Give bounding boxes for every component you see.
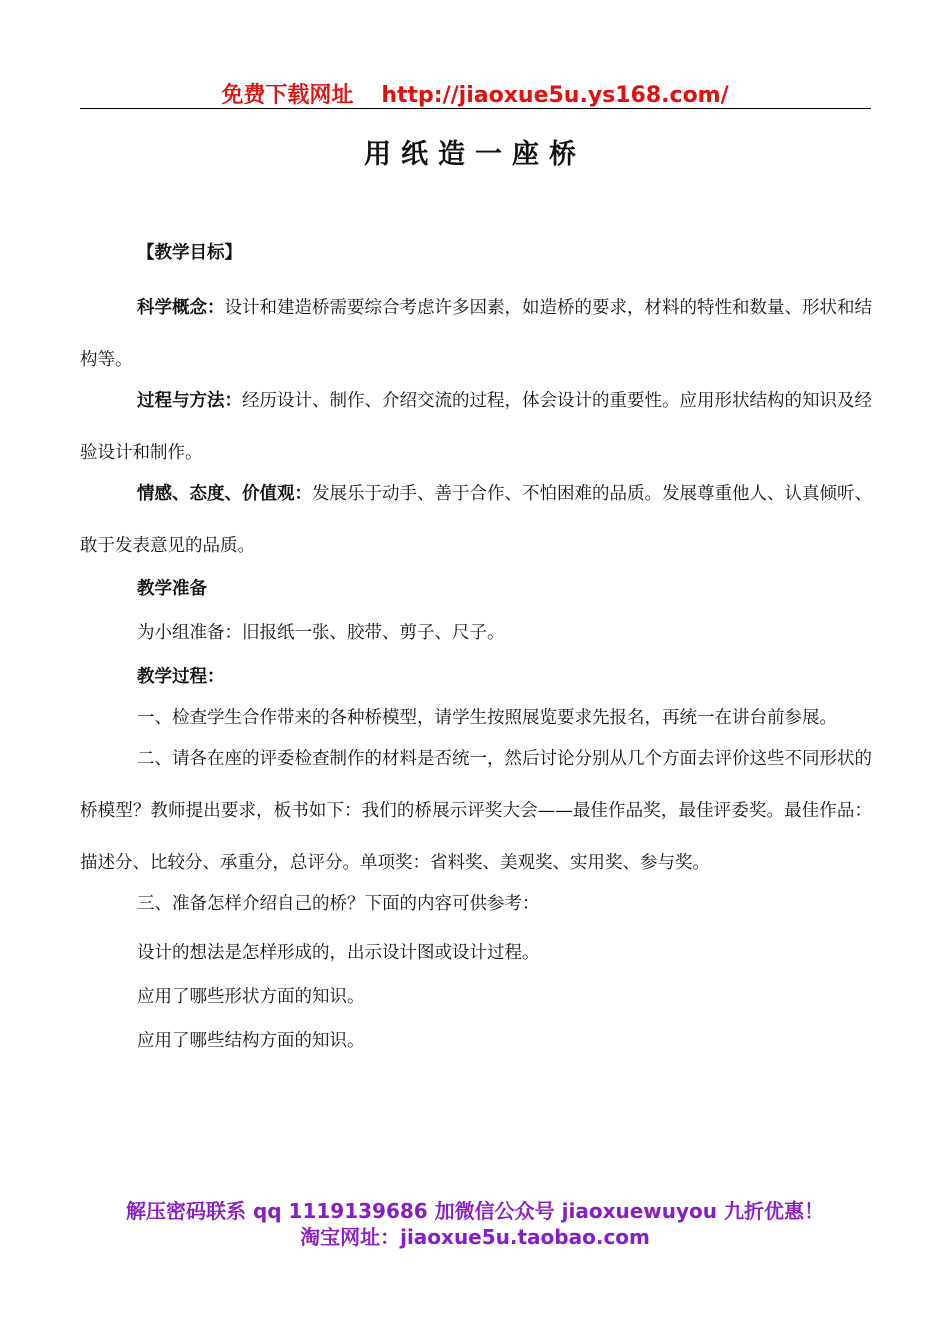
process-text: 经历设计、制作、介绍交流的过程，体会设计的重要性。应用形状结构的知识及经验设计和制作。 [80, 391, 872, 463]
science-label: 科学概念： [137, 298, 225, 318]
step-3-item-2: 应用了哪些形状方面的知识。 [137, 987, 365, 1007]
step-3-item-3: 应用了哪些结构方面的知识。 [137, 1031, 365, 1051]
header-divider [80, 108, 871, 109]
footer-shop-link[interactable]: 淘宝网址：jiaoxue5u.taobao.com [300, 1225, 650, 1249]
science-concept-paragraph [80, 282, 872, 386]
process-label: 过程与方法： [137, 391, 242, 411]
step-3: 三、准备怎样介绍自己的桥？下面的内容可供参考： [137, 894, 540, 914]
footer-contact-line: 解压密码联系 qq 1119139686 加微信公众号 jiaoxuewuyou 九折优惠！ [126, 1199, 824, 1223]
emotion-text: 发展乐于动手、善于合作、不怕困难的品质。发展尊重他人、认真倾听、敢于发表意见的品质。 [80, 484, 872, 556]
header-url-link[interactable]: http://jiaoxue5u.ys168.com/ [381, 83, 729, 108]
step-2: 二、请各在座的评委检查制作的材料是否统一，然后讨论分别从几个方面去评价这些不同形状的桥模型？教师提出要求，板书如下：我们的桥展示评奖大会——最佳作品奖，最佳评委奖。最佳作品：描述分、比较分、承重分，总评分。单项奖：省料奖、美观奖、实用奖、参与奖。 [80, 749, 872, 873]
document-body [80, 238, 872, 1056]
header-label: 免费下载网址 [221, 83, 354, 108]
science-text: 设计和建造桥需要综合考虑许多因素，如造桥的要求，材料的特性和数量、形状和结构等。 [80, 298, 872, 370]
emotion-label: 情感、态度、价值观： [137, 484, 312, 504]
page-title: 用纸造一座桥 [364, 139, 586, 170]
teaching-process-heading: 教学过程： [137, 667, 225, 687]
process-method-paragraph [80, 375, 872, 479]
prep-text: 为小组准备：旧报纸一张、胶带、剪子、尺子。 [137, 623, 505, 643]
header-banner [80, 78, 870, 108]
objectives-heading: 【教学目标】 [137, 243, 242, 263]
step-1: 一、检查学生合作带来的各种桥模型，请学生按照展览要求先报名，再统一在讲台前参展。 [137, 708, 837, 728]
footer-banner [0, 1198, 950, 1250]
prep-heading: 教学准备 [137, 579, 207, 599]
step-3-item-1: 设计的想法是怎样形成的，出示设计图或设计过程。 [137, 943, 540, 963]
emotion-paragraph [80, 468, 872, 572]
